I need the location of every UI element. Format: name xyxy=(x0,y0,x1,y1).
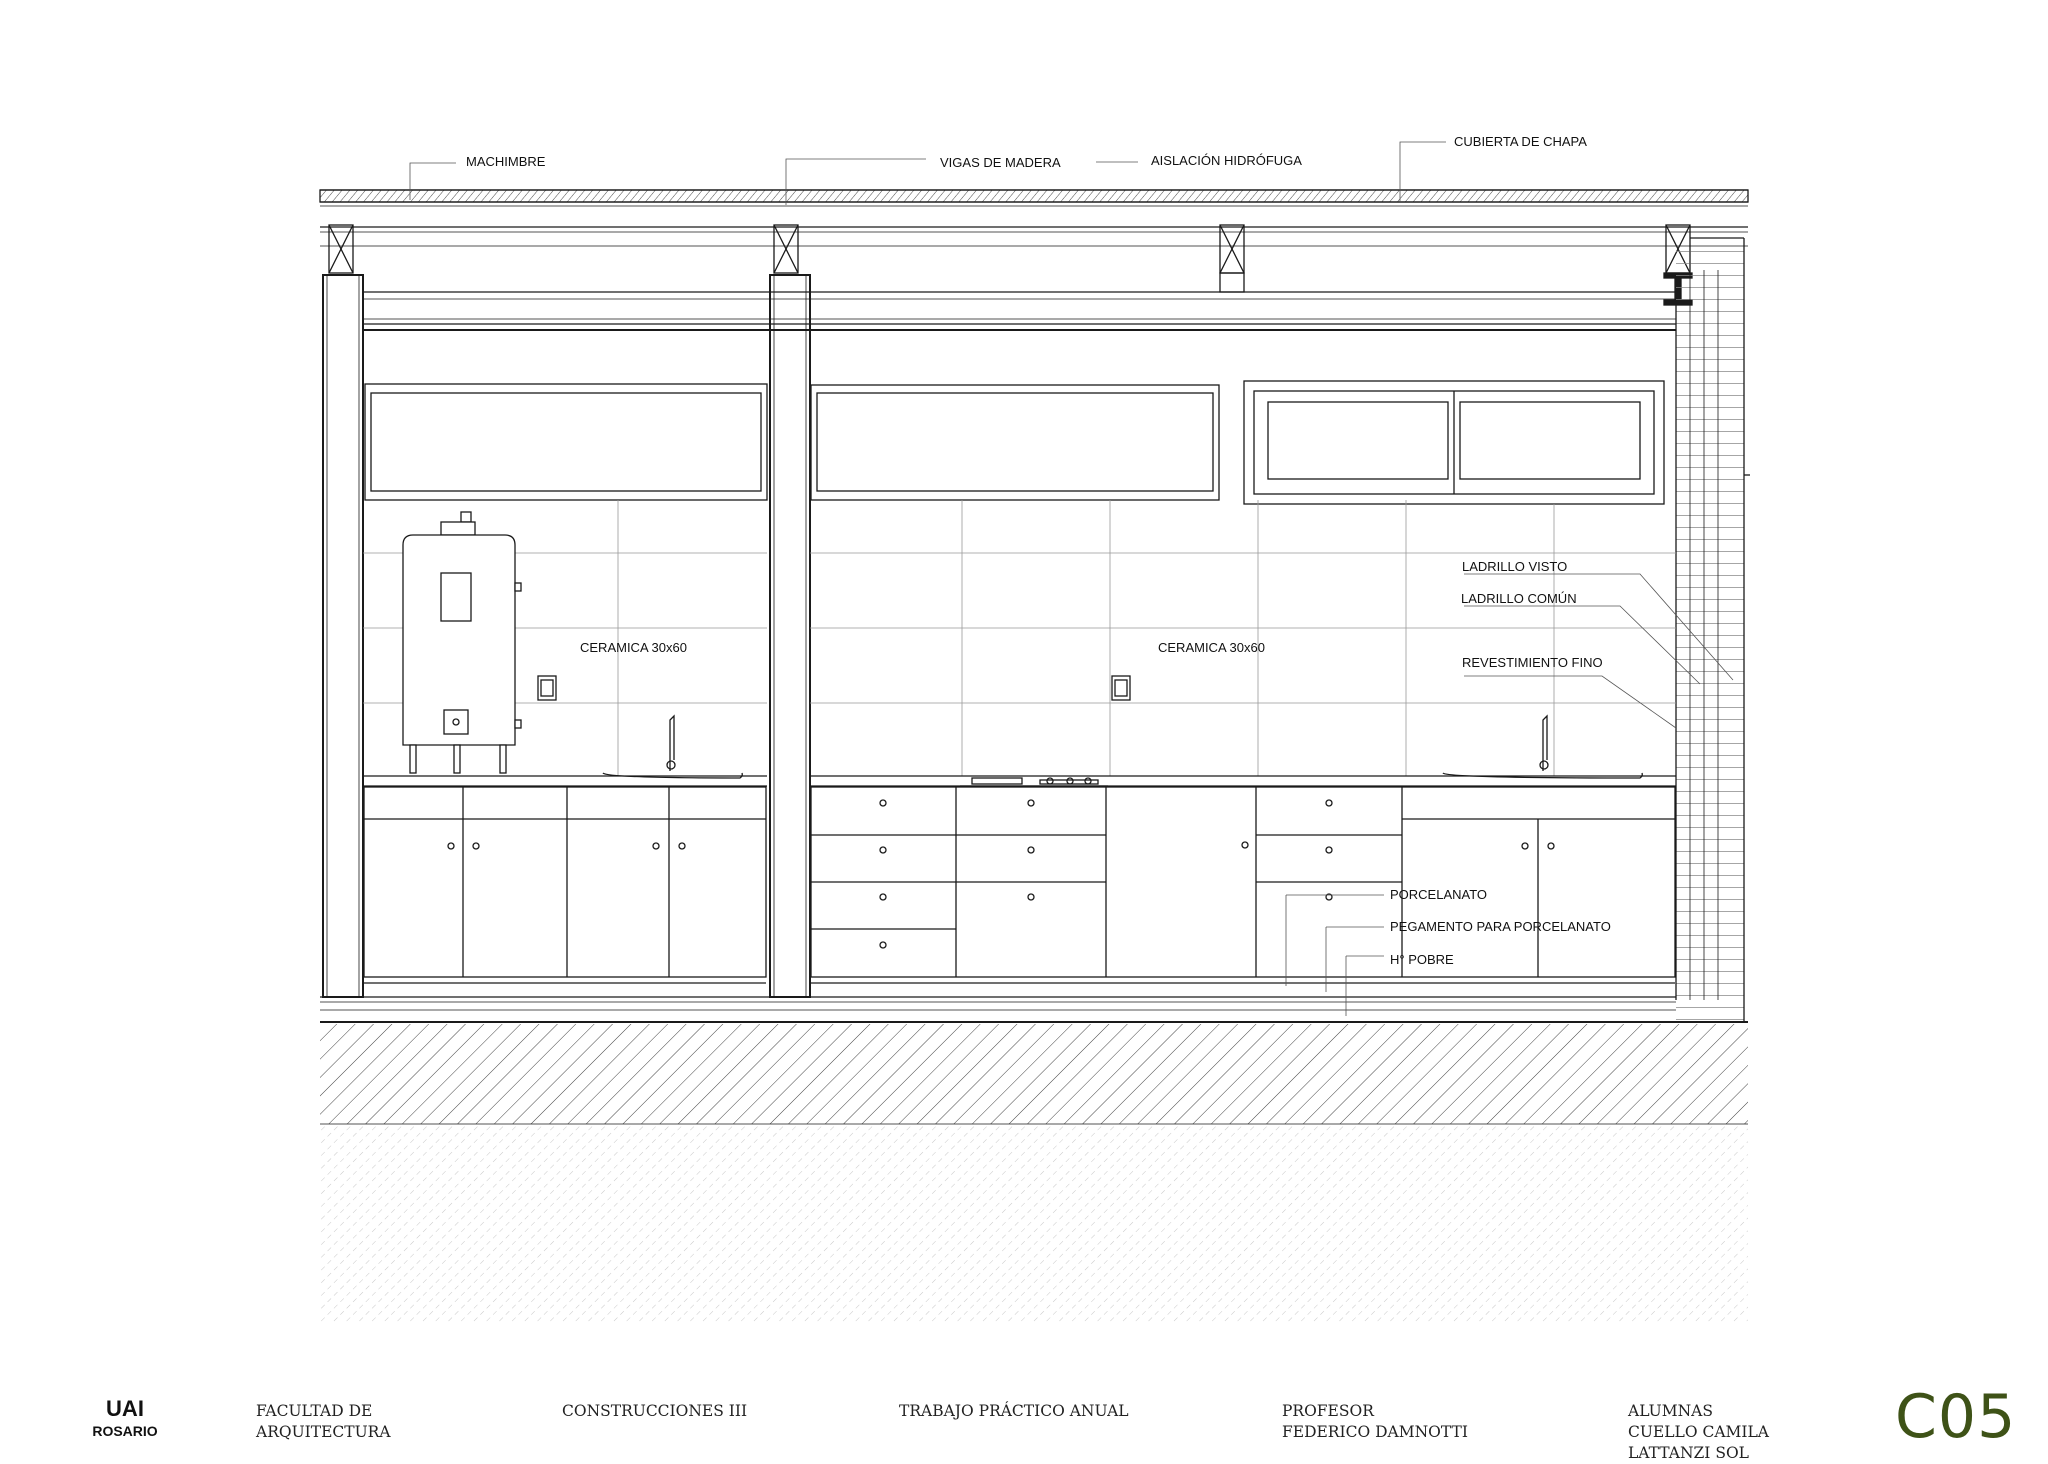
floor-layers xyxy=(320,997,1748,1022)
footer-facultad: FACULTAD DE ARQUITECTURA xyxy=(256,1402,391,1441)
water-heater xyxy=(403,512,521,773)
label-machimbre: MACHIMBRE xyxy=(466,154,546,169)
label-ladrillo-comun: LADRILLO COMÚN xyxy=(1461,591,1577,606)
window-center xyxy=(811,385,1219,500)
window-left xyxy=(365,384,767,500)
label-revestimiento-fino: REVESTIMIENTO FINO xyxy=(1462,655,1603,670)
uai-logo xyxy=(88,1396,162,1440)
label-hormigon-pobre: H° POBRE xyxy=(1390,952,1454,967)
footer-materia: CONSTRUCCIONES III xyxy=(562,1402,748,1420)
label-ceramica-left: CERAMICA 30x60 xyxy=(580,640,687,655)
beam-lines xyxy=(320,227,1748,330)
faucet-right xyxy=(1443,716,1642,778)
logo-uai: UAI xyxy=(106,1396,144,1421)
outlet-center xyxy=(1112,676,1130,700)
faucet-left xyxy=(603,716,742,778)
label-ceramica-center: CERAMICA 30x60 xyxy=(1158,640,1265,655)
base-cabinets-left xyxy=(364,787,766,983)
logo-rosario: ROSARIO xyxy=(92,1423,158,1439)
brick-wall-right xyxy=(1676,238,1750,1022)
footer-alumnas: ALUMNAS CUELLO CAMILA LATTANZI SOL xyxy=(1628,1402,1769,1462)
sheet-code: C05 xyxy=(1895,1382,2017,1452)
label-aislacion-hidrofuga: AISLACIÓN HIDRÓFUGA xyxy=(1151,153,1302,168)
footer-trabajo: TRABAJO PRÁCTICO ANUAL xyxy=(899,1402,1129,1420)
drawing-labels xyxy=(466,134,1611,967)
roof-sheet xyxy=(320,190,1748,206)
label-porcelanato: PORCELANATO xyxy=(1390,887,1488,902)
leader-lines xyxy=(410,142,1733,1016)
soil-hatch xyxy=(320,1126,1748,1322)
cooktop xyxy=(960,778,1108,786)
label-ladrillo-visto: LADRILLO VISTO xyxy=(1462,559,1568,574)
label-cubierta-de-chapa: CUBIERTA DE CHAPA xyxy=(1454,134,1587,149)
column-center xyxy=(770,275,810,997)
ground-hatch xyxy=(320,1024,1748,1124)
footer-profesor: PROFESOR FEDERICO DAMNOTTI xyxy=(1282,1402,1468,1441)
column-left xyxy=(323,275,363,997)
beam-section-3 xyxy=(1220,225,1244,292)
window-right-sliding xyxy=(1244,381,1664,504)
base-cabinets-right xyxy=(811,787,1675,983)
label-pegamento: PEGAMENTO PARA PORCELANATO xyxy=(1390,919,1611,934)
ceramic-tile-grid xyxy=(363,500,1676,776)
outlet-left xyxy=(538,676,556,700)
label-vigas-de-madera: VIGAS DE MADERA xyxy=(940,155,1061,170)
